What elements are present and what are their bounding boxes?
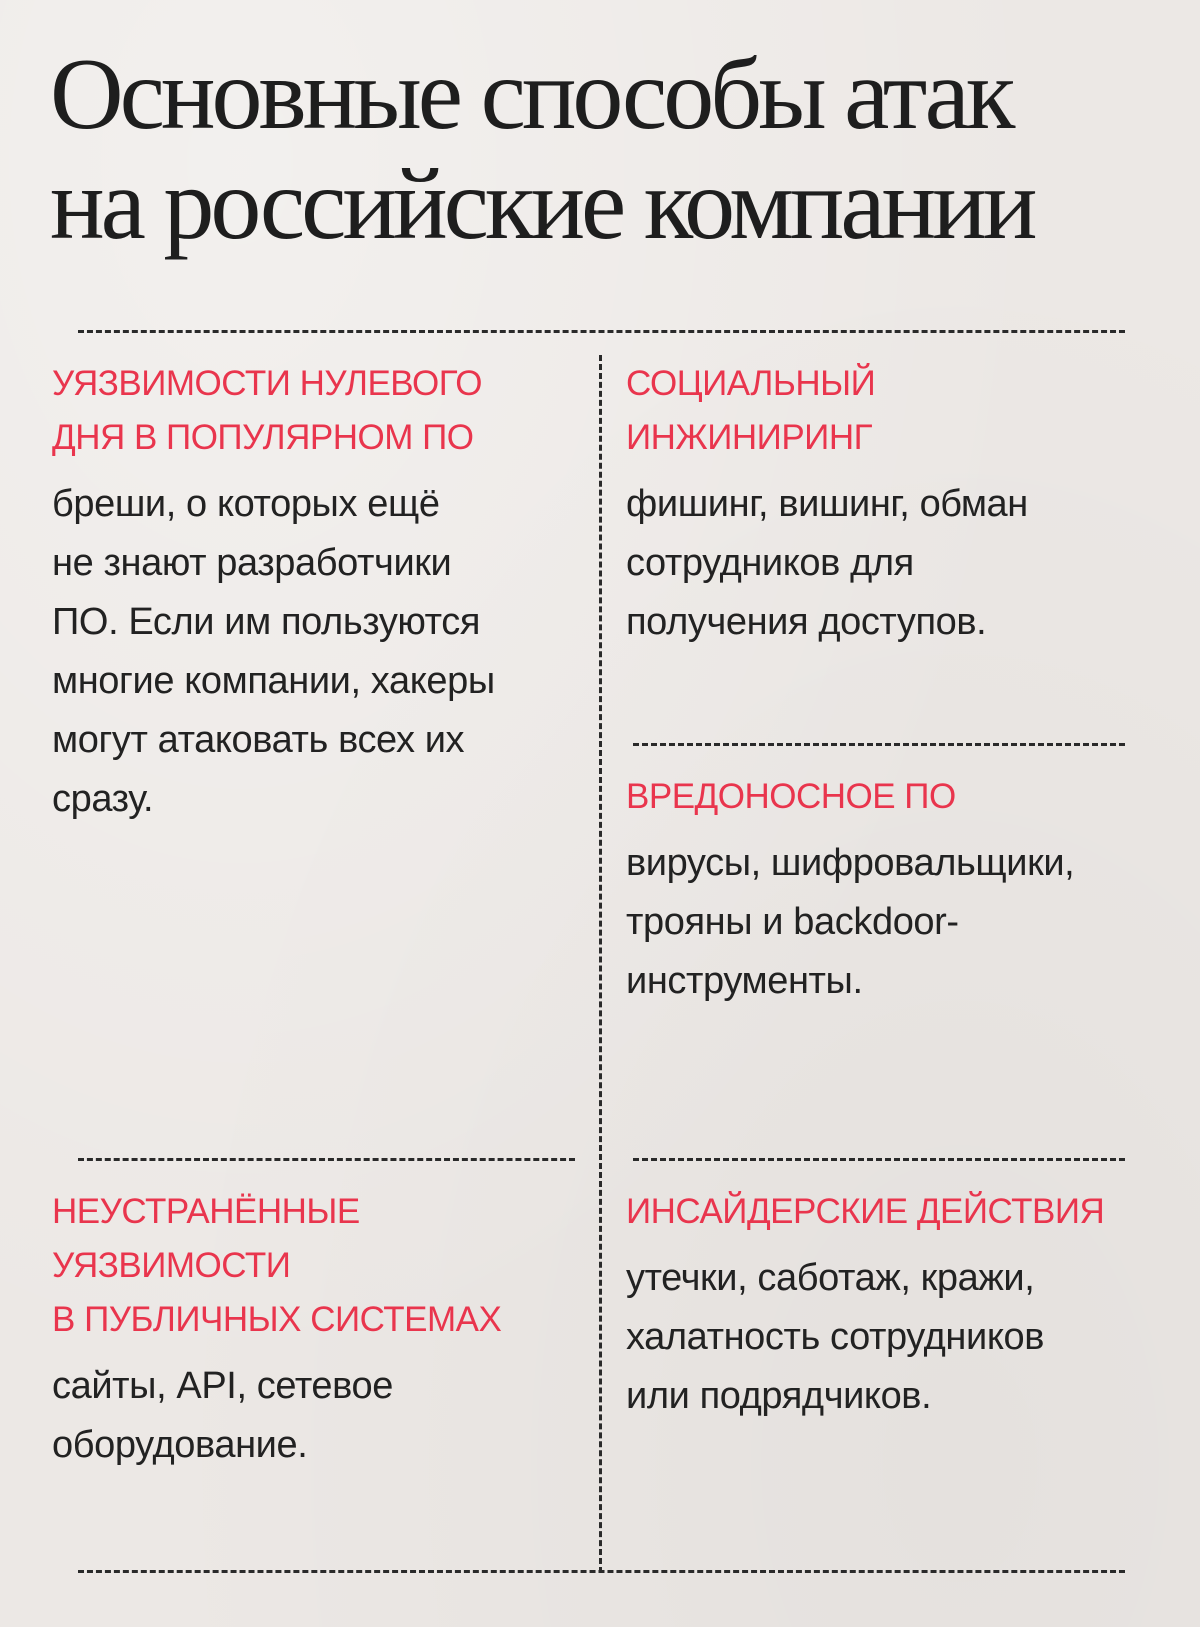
divider-left-lower xyxy=(78,1158,575,1161)
card-description-line: вирусы, шифровальщики, xyxy=(626,842,1075,884)
divider-top xyxy=(78,330,1125,333)
card-heading-line: НЕУСТРАНЁННЫЕ xyxy=(52,1192,360,1231)
card-description-line: утечки, саботаж, кражи, xyxy=(626,1257,1035,1299)
page-title-line-1: Основные способы атак xyxy=(50,38,1012,151)
card-heading-line: В ПУБЛИЧНЫХ СИСТЕМАХ xyxy=(52,1300,502,1339)
card-description-line: сразу. xyxy=(52,778,154,820)
page-title-line-2: на российские компании xyxy=(50,148,1034,261)
divider-vertical xyxy=(599,355,602,1573)
card-description-line: сотрудников для xyxy=(626,542,914,584)
card-heading xyxy=(626,1185,1186,1239)
card-heading-line: СОЦИАЛЬНЫЙ xyxy=(626,364,876,403)
card-description-line: оборудование. xyxy=(52,1424,308,1466)
card-description xyxy=(52,475,592,829)
card-description-line: многие компании, хакеры xyxy=(52,660,495,702)
card-heading-line: УЯЗВИМОСТИ НУЛЕВОГО xyxy=(52,364,482,403)
card-heading xyxy=(52,357,592,465)
card-description-line: не знают разработчики xyxy=(52,542,452,584)
card-description-line: трояны и backdoor- xyxy=(626,901,959,943)
card-description-line: бреши, о которых ещё xyxy=(52,483,440,525)
card-unpatched-vulnerabilities xyxy=(52,1185,592,1475)
card-description xyxy=(626,475,1186,652)
divider-bottom xyxy=(78,1570,1125,1573)
card-malware xyxy=(626,770,1186,1011)
card-heading-line: ВРЕДОНОСНОЕ ПО xyxy=(626,777,956,816)
divider-right-middle xyxy=(633,743,1125,746)
card-description-line: халатность сотрудников xyxy=(626,1316,1044,1358)
card-heading-line: УЯЗВИМОСТИ xyxy=(52,1246,291,1285)
card-heading-line: ДНЯ В ПОПУЛЯРНОМ ПО xyxy=(52,418,474,457)
card-description xyxy=(52,1357,592,1475)
card-description-line: или подрядчиков. xyxy=(626,1375,932,1417)
card-insider-actions xyxy=(626,1185,1186,1426)
card-zero-day xyxy=(52,357,592,829)
page-title xyxy=(50,40,1160,260)
card-description-line: фишинг, вишинг, обман xyxy=(626,483,1028,525)
card-heading-line: ИНСАЙДЕРСКИЕ ДЕЙСТВИЯ xyxy=(626,1192,1105,1231)
divider-right-lower xyxy=(633,1158,1125,1161)
card-description xyxy=(626,1249,1186,1426)
card-description-line: могут атаковать всех их xyxy=(52,719,465,761)
card-description-line: сайты, API, сетевое xyxy=(52,1365,393,1407)
card-heading-line: ИНЖИНИРИНГ xyxy=(626,418,873,457)
card-social-engineering xyxy=(626,357,1186,652)
card-heading xyxy=(626,770,1186,824)
card-description xyxy=(626,834,1186,1011)
card-description-line: инструменты. xyxy=(626,960,863,1002)
card-heading xyxy=(626,357,1186,465)
card-description-line: получения доступов. xyxy=(626,601,987,643)
card-description-line: ПО. Если им пользуются xyxy=(52,601,481,643)
card-heading xyxy=(52,1185,592,1347)
